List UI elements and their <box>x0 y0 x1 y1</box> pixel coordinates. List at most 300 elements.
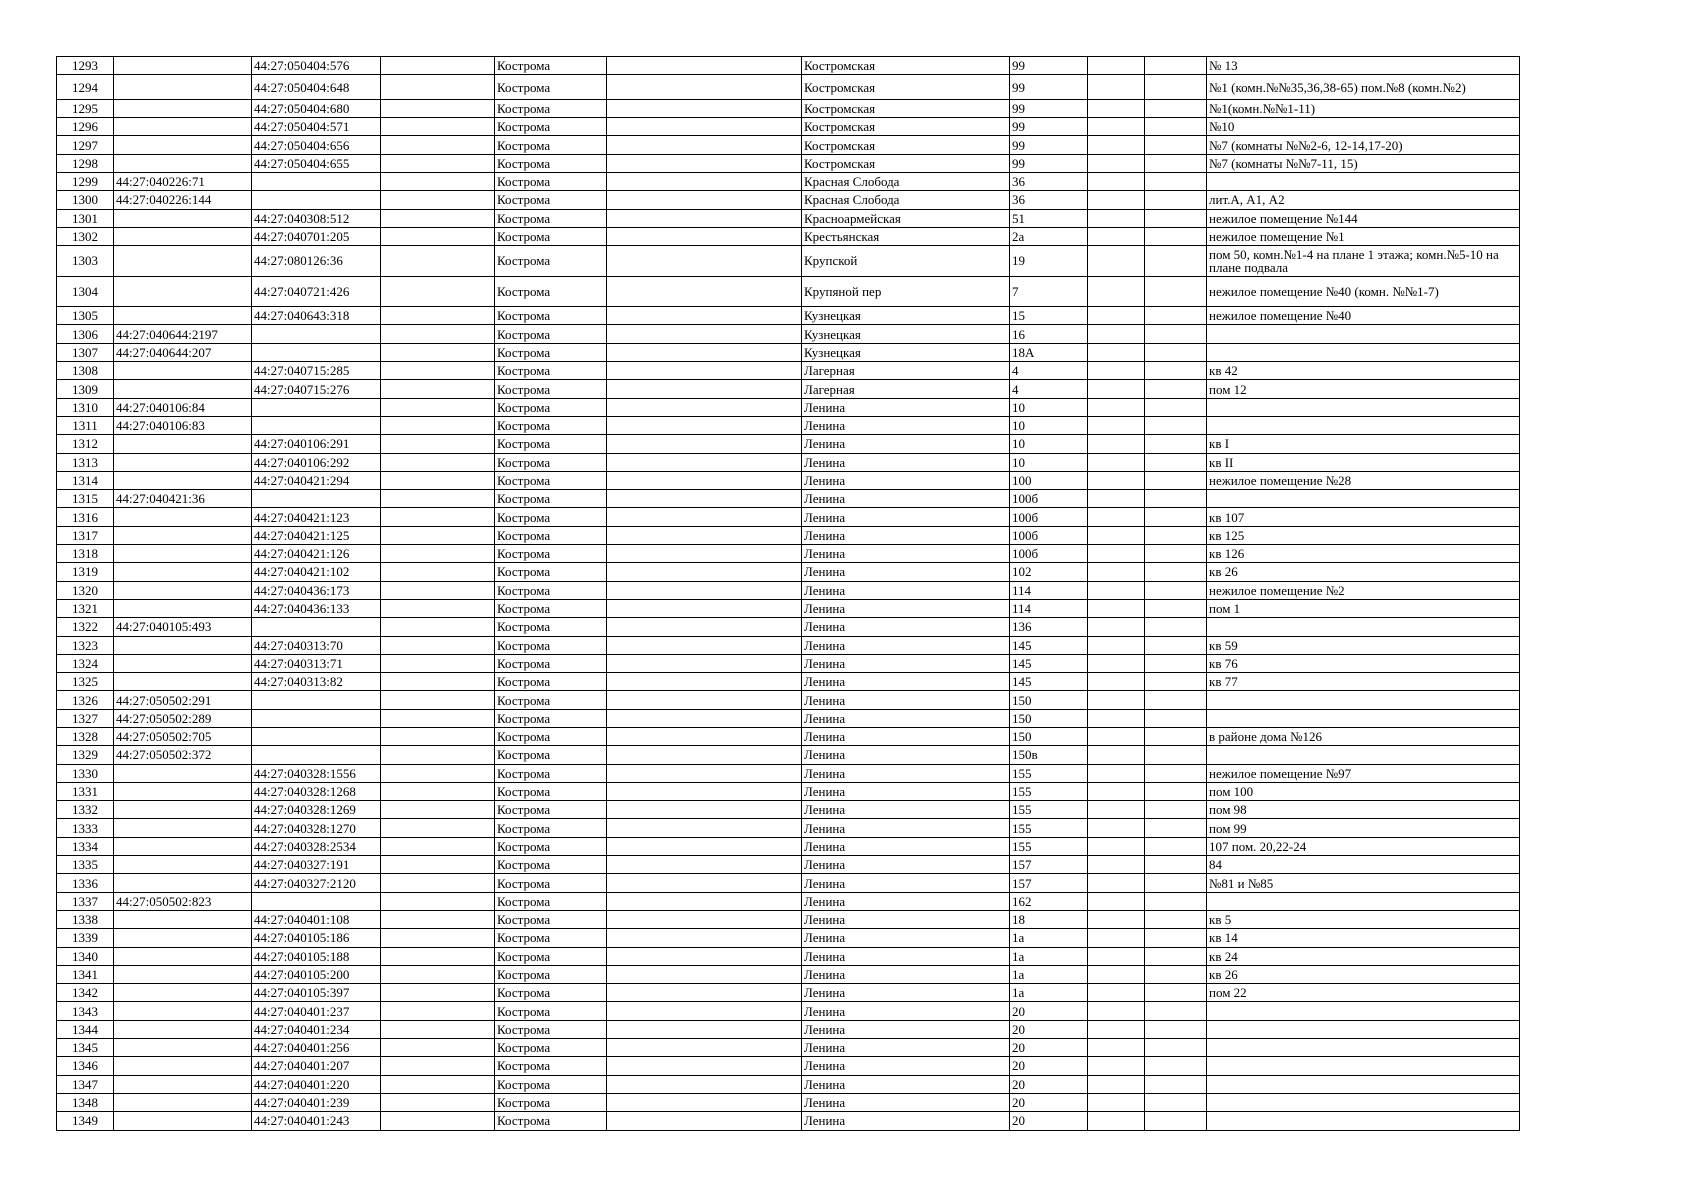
parcel-cadastral-number-cell <box>114 246 252 277</box>
city-cell: Кострома <box>495 746 607 764</box>
parcel-cadastral-number-cell <box>114 984 252 1002</box>
street-cell: Костромская <box>802 118 1010 136</box>
parcel-cadastral-number-cell: 44:27:050502:291 <box>114 691 252 709</box>
parcel-cadastral-number-cell: 44:27:040226:71 <box>114 172 252 190</box>
row-number-cell: 1314 <box>57 471 114 489</box>
empty-column-d-cell <box>1145 416 1207 434</box>
empty-column-b-cell <box>607 874 802 892</box>
table-row <box>57 526 1520 544</box>
city-cell: Кострома <box>495 362 607 380</box>
table-row <box>57 490 1520 508</box>
empty-column-c-cell <box>1088 362 1145 380</box>
premises-cadastral-number-cell: 44:27:040421:125 <box>252 526 381 544</box>
house-number-cell: 20 <box>1010 1112 1088 1130</box>
premises-cadastral-number-cell: 44:27:050404:655 <box>252 154 381 172</box>
row-number-cell: 1296 <box>57 118 114 136</box>
house-number-cell: 145 <box>1010 673 1088 691</box>
parcel-cadastral-number-cell <box>114 1112 252 1130</box>
premises-description-cell: №1(комн.№№1-11) <box>1207 99 1520 117</box>
house-number-cell: 19 <box>1010 246 1088 277</box>
premises-description-cell: кв 126 <box>1207 545 1520 563</box>
empty-column-d-cell <box>1145 362 1207 380</box>
table-row <box>57 673 1520 691</box>
row-number-cell: 1340 <box>57 947 114 965</box>
city-cell: Кострома <box>495 563 607 581</box>
empty-column-d-cell <box>1145 545 1207 563</box>
empty-column-c-cell <box>1088 563 1145 581</box>
premises-cadastral-number-cell <box>252 191 381 209</box>
empty-column-a-cell <box>381 892 495 910</box>
empty-column-a-cell <box>381 172 495 190</box>
empty-column-a-cell <box>381 801 495 819</box>
empty-column-d-cell <box>1145 1020 1207 1038</box>
street-cell: Ленина <box>802 1112 1010 1130</box>
parcel-cadastral-number-cell <box>114 1057 252 1075</box>
street-cell: Ленина <box>802 1075 1010 1093</box>
premises-cadastral-number-cell: 44:27:040328:1556 <box>252 764 381 782</box>
table-row <box>57 728 1520 746</box>
city-cell: Кострома <box>495 581 607 599</box>
city-cell: Кострома <box>495 782 607 800</box>
parcel-cadastral-number-cell <box>114 581 252 599</box>
premises-description-cell: 84 <box>1207 856 1520 874</box>
row-number-cell: 1306 <box>57 325 114 343</box>
street-cell: Ленина <box>802 947 1010 965</box>
row-number-cell: 1329 <box>57 746 114 764</box>
row-number-cell: 1334 <box>57 837 114 855</box>
empty-column-b-cell <box>607 618 802 636</box>
empty-column-a-cell <box>381 154 495 172</box>
table-row <box>57 1075 1520 1093</box>
empty-column-a-cell <box>381 526 495 544</box>
row-number-cell: 1297 <box>57 136 114 154</box>
row-number-cell: 1341 <box>57 965 114 983</box>
premises-description-cell: кв II <box>1207 453 1520 471</box>
row-number-cell: 1324 <box>57 654 114 672</box>
street-cell: Ленина <box>802 764 1010 782</box>
city-cell: Кострома <box>495 1075 607 1093</box>
empty-column-c-cell <box>1088 618 1145 636</box>
house-number-cell: 100б <box>1010 545 1088 563</box>
parcel-cadastral-number-cell <box>114 1002 252 1020</box>
premises-description-cell: кв 76 <box>1207 654 1520 672</box>
street-cell: Ленина <box>802 1002 1010 1020</box>
house-number-cell: 10 <box>1010 453 1088 471</box>
row-number-cell: 1309 <box>57 380 114 398</box>
empty-column-c-cell <box>1088 691 1145 709</box>
parcel-cadastral-number-cell <box>114 471 252 489</box>
table-row <box>57 1020 1520 1038</box>
empty-column-c-cell <box>1088 1020 1145 1038</box>
row-number-cell: 1300 <box>57 191 114 209</box>
house-number-cell: 20 <box>1010 1002 1088 1020</box>
empty-column-c-cell <box>1088 746 1145 764</box>
premises-description-cell <box>1207 1039 1520 1057</box>
table-row <box>57 172 1520 190</box>
premises-cadastral-number-cell: 44:27:040401:239 <box>252 1093 381 1111</box>
parcel-cadastral-number-cell <box>114 563 252 581</box>
empty-column-a-cell <box>381 618 495 636</box>
empty-column-c-cell <box>1088 728 1145 746</box>
empty-column-a-cell <box>381 416 495 434</box>
empty-column-c-cell <box>1088 154 1145 172</box>
empty-column-c-cell <box>1088 856 1145 874</box>
table-row <box>57 453 1520 471</box>
table-row <box>57 1112 1520 1130</box>
empty-column-d-cell <box>1145 325 1207 343</box>
premises-cadastral-number-cell: 44:27:080126:36 <box>252 246 381 277</box>
parcel-cadastral-number-cell <box>114 856 252 874</box>
premises-description-cell <box>1207 746 1520 764</box>
parcel-cadastral-number-cell: 44:27:040421:36 <box>114 490 252 508</box>
city-cell: Кострома <box>495 526 607 544</box>
premises-description-cell: нежилое помещение №28 <box>1207 471 1520 489</box>
empty-column-c-cell <box>1088 526 1145 544</box>
empty-column-c-cell <box>1088 782 1145 800</box>
empty-column-d-cell <box>1145 172 1207 190</box>
house-number-cell: 155 <box>1010 837 1088 855</box>
city-cell: Кострома <box>495 764 607 782</box>
premises-cadastral-number-cell: 44:27:040308:512 <box>252 209 381 227</box>
empty-column-d-cell <box>1145 154 1207 172</box>
empty-column-d-cell <box>1145 746 1207 764</box>
premises-cadastral-number-cell: 44:27:040401:237 <box>252 1002 381 1020</box>
empty-column-a-cell <box>381 599 495 617</box>
empty-column-c-cell <box>1088 172 1145 190</box>
house-number-cell: 99 <box>1010 154 1088 172</box>
street-cell: Ленина <box>802 471 1010 489</box>
premises-cadastral-number-cell: 44:27:040105:186 <box>252 929 381 947</box>
house-number-cell: 20 <box>1010 1093 1088 1111</box>
premises-cadastral-number-cell: 44:27:050404:648 <box>252 75 381 100</box>
city-cell: Кострома <box>495 874 607 892</box>
empty-column-a-cell <box>381 782 495 800</box>
empty-column-a-cell <box>381 636 495 654</box>
empty-column-a-cell <box>381 673 495 691</box>
premises-description-cell: кв 77 <box>1207 673 1520 691</box>
premises-cadastral-number-cell <box>252 709 381 727</box>
street-cell: Ленина <box>802 654 1010 672</box>
premises-cadastral-number-cell <box>252 691 381 709</box>
empty-column-c-cell <box>1088 246 1145 277</box>
empty-column-b-cell <box>607 172 802 190</box>
table-row <box>57 581 1520 599</box>
empty-column-a-cell <box>381 325 495 343</box>
empty-column-c-cell <box>1088 1002 1145 1020</box>
parcel-cadastral-number-cell: 44:27:040106:84 <box>114 398 252 416</box>
street-cell: Ленина <box>802 563 1010 581</box>
city-cell: Кострома <box>495 892 607 910</box>
street-cell: Ленина <box>802 545 1010 563</box>
city-cell: Кострома <box>495 508 607 526</box>
empty-column-a-cell <box>381 654 495 672</box>
street-cell: Ленина <box>802 746 1010 764</box>
row-number-cell: 1346 <box>57 1057 114 1075</box>
parcel-cadastral-number-cell <box>114 435 252 453</box>
house-number-cell: 145 <box>1010 654 1088 672</box>
empty-column-a-cell <box>381 75 495 100</box>
empty-column-a-cell <box>381 508 495 526</box>
row-number-cell: 1344 <box>57 1020 114 1038</box>
house-number-cell: 18 <box>1010 910 1088 928</box>
premises-description-cell: лит.А, А1, А2 <box>1207 191 1520 209</box>
row-number-cell: 1304 <box>57 276 114 307</box>
empty-column-b-cell <box>607 691 802 709</box>
premises-cadastral-number-cell: 44:27:040105:200 <box>252 965 381 983</box>
street-cell: Ленина <box>802 1093 1010 1111</box>
street-cell: Ленина <box>802 874 1010 892</box>
empty-column-c-cell <box>1088 435 1145 453</box>
street-cell: Ленина <box>802 416 1010 434</box>
premises-cadastral-number-cell: 44:27:050404:571 <box>252 118 381 136</box>
parcel-cadastral-number-cell: 44:27:050502:823 <box>114 892 252 910</box>
empty-column-c-cell <box>1088 398 1145 416</box>
empty-column-b-cell <box>607 307 802 325</box>
premises-description-cell <box>1207 325 1520 343</box>
premises-description-cell: кв 107 <box>1207 508 1520 526</box>
table-row <box>57 362 1520 380</box>
parcel-cadastral-number-cell <box>114 910 252 928</box>
city-cell: Кострома <box>495 118 607 136</box>
street-cell: Костромская <box>802 57 1010 75</box>
empty-column-b-cell <box>607 276 802 307</box>
empty-column-d-cell <box>1145 398 1207 416</box>
row-number-cell: 1328 <box>57 728 114 746</box>
table-row <box>57 276 1520 307</box>
premises-cadastral-number-cell: 44:27:040643:318 <box>252 307 381 325</box>
city-cell: Кострома <box>495 227 607 245</box>
empty-column-b-cell <box>607 57 802 75</box>
empty-column-a-cell <box>381 471 495 489</box>
premises-cadastral-number-cell: 44:27:040328:2534 <box>252 837 381 855</box>
empty-column-b-cell <box>607 453 802 471</box>
empty-column-d-cell <box>1145 276 1207 307</box>
street-cell: Ленина <box>802 709 1010 727</box>
premises-description-cell: нежилое помещение №40 <box>1207 307 1520 325</box>
table-row <box>57 99 1520 117</box>
city-cell: Кострома <box>495 209 607 227</box>
house-number-cell: 10 <box>1010 416 1088 434</box>
premises-description-cell: пом 100 <box>1207 782 1520 800</box>
premises-description-cell: пом 50, комн.№1-4 на плане 1 этажа; комн.№5-10 на плане подвала <box>1207 246 1520 277</box>
house-number-cell: 100 <box>1010 471 1088 489</box>
premises-cadastral-number-cell: 44:27:050404:680 <box>252 99 381 117</box>
house-number-cell: 99 <box>1010 75 1088 100</box>
parcel-cadastral-number-cell <box>114 545 252 563</box>
premises-cadastral-number-cell: 44:27:040327:191 <box>252 856 381 874</box>
empty-column-d-cell <box>1145 856 1207 874</box>
empty-column-d-cell <box>1145 57 1207 75</box>
table-row <box>57 471 1520 489</box>
house-number-cell: 99 <box>1010 57 1088 75</box>
empty-column-b-cell <box>607 362 802 380</box>
premises-description-cell <box>1207 1057 1520 1075</box>
house-number-cell: 100б <box>1010 526 1088 544</box>
parcel-cadastral-number-cell <box>114 819 252 837</box>
street-cell: Ленина <box>802 618 1010 636</box>
empty-column-a-cell <box>381 709 495 727</box>
premises-description-cell <box>1207 1075 1520 1093</box>
premises-description-cell <box>1207 1020 1520 1038</box>
premises-cadastral-number-cell <box>252 398 381 416</box>
table-row <box>57 618 1520 636</box>
city-cell: Кострома <box>495 837 607 855</box>
parcel-cadastral-number-cell <box>114 154 252 172</box>
premises-description-cell: №10 <box>1207 118 1520 136</box>
empty-column-b-cell <box>607 471 802 489</box>
empty-column-c-cell <box>1088 892 1145 910</box>
row-number-cell: 1322 <box>57 618 114 636</box>
premises-cadastral-number-cell: 44:27:040421:126 <box>252 545 381 563</box>
parcel-cadastral-number-cell <box>114 209 252 227</box>
premises-description-cell: кв 26 <box>1207 563 1520 581</box>
empty-column-c-cell <box>1088 136 1145 154</box>
empty-column-b-cell <box>607 136 802 154</box>
row-number-cell: 1315 <box>57 490 114 508</box>
table-row <box>57 709 1520 727</box>
city-cell: Кострома <box>495 75 607 100</box>
empty-column-a-cell <box>381 99 495 117</box>
empty-column-a-cell <box>381 874 495 892</box>
table-row <box>57 892 1520 910</box>
parcel-cadastral-number-cell <box>114 508 252 526</box>
house-number-cell: 136 <box>1010 618 1088 636</box>
empty-column-d-cell <box>1145 654 1207 672</box>
premises-cadastral-number-cell: 44:27:040313:70 <box>252 636 381 654</box>
street-cell: Кузнецкая <box>802 307 1010 325</box>
empty-column-d-cell <box>1145 910 1207 928</box>
empty-column-c-cell <box>1088 819 1145 837</box>
house-number-cell: 1а <box>1010 929 1088 947</box>
premises-cadastral-number-cell: 44:27:040421:102 <box>252 563 381 581</box>
parcel-cadastral-number-cell <box>114 99 252 117</box>
row-number-cell: 1317 <box>57 526 114 544</box>
city-cell: Кострома <box>495 618 607 636</box>
premises-cadastral-number-cell: 44:27:040313:71 <box>252 654 381 672</box>
parcel-cadastral-number-cell: 44:27:040644:207 <box>114 343 252 361</box>
row-number-cell: 1327 <box>57 709 114 727</box>
street-cell: Ленина <box>802 453 1010 471</box>
premises-cadastral-number-cell: 44:27:040436:173 <box>252 581 381 599</box>
house-number-cell: 150 <box>1010 728 1088 746</box>
premises-description-cell: кв I <box>1207 435 1520 453</box>
city-cell: Кострома <box>495 856 607 874</box>
table-row <box>57 965 1520 983</box>
row-number-cell: 1345 <box>57 1039 114 1057</box>
empty-column-b-cell <box>607 1020 802 1038</box>
city-cell: Кострома <box>495 380 607 398</box>
empty-column-a-cell <box>381 929 495 947</box>
city-cell: Кострома <box>495 154 607 172</box>
row-number-cell: 1305 <box>57 307 114 325</box>
premises-description-cell: в районе дома №126 <box>1207 728 1520 746</box>
street-cell: Ленина <box>802 910 1010 928</box>
premises-description-cell <box>1207 892 1520 910</box>
street-cell: Ленина <box>802 1057 1010 1075</box>
premises-cadastral-number-cell <box>252 172 381 190</box>
empty-column-b-cell <box>607 929 802 947</box>
empty-column-c-cell <box>1088 57 1145 75</box>
empty-column-d-cell <box>1145 136 1207 154</box>
house-number-cell: 15 <box>1010 307 1088 325</box>
empty-column-a-cell <box>381 398 495 416</box>
empty-column-a-cell <box>381 984 495 1002</box>
parcel-cadastral-number-cell <box>114 782 252 800</box>
empty-column-b-cell <box>607 227 802 245</box>
empty-column-b-cell <box>607 75 802 100</box>
premises-description-cell: №7 (комнаты №№2-6, 12-14,17-20) <box>1207 136 1520 154</box>
premises-description-cell <box>1207 416 1520 434</box>
premises-description-cell <box>1207 398 1520 416</box>
street-cell: Ленина <box>802 819 1010 837</box>
premises-description-cell: 107 пом. 20,22-24 <box>1207 837 1520 855</box>
empty-column-a-cell <box>381 307 495 325</box>
empty-column-b-cell <box>607 782 802 800</box>
empty-column-a-cell <box>381 191 495 209</box>
empty-column-d-cell <box>1145 764 1207 782</box>
parcel-cadastral-number-cell <box>114 673 252 691</box>
row-number-cell: 1310 <box>57 398 114 416</box>
empty-column-d-cell <box>1145 1002 1207 1020</box>
empty-column-d-cell <box>1145 581 1207 599</box>
street-cell: Костромская <box>802 154 1010 172</box>
city-cell: Кострома <box>495 435 607 453</box>
empty-column-d-cell <box>1145 673 1207 691</box>
street-cell: Лагерная <box>802 380 1010 398</box>
empty-column-c-cell <box>1088 874 1145 892</box>
empty-column-b-cell <box>607 746 802 764</box>
empty-column-a-cell <box>381 1075 495 1093</box>
premises-description-cell: пом 1 <box>1207 599 1520 617</box>
parcel-cadastral-number-cell <box>114 453 252 471</box>
empty-column-b-cell <box>607 380 802 398</box>
empty-column-b-cell <box>607 325 802 343</box>
table-row <box>57 343 1520 361</box>
premises-description-cell <box>1207 618 1520 636</box>
empty-column-d-cell <box>1145 837 1207 855</box>
city-cell: Кострома <box>495 1039 607 1057</box>
street-cell: Крестьянская <box>802 227 1010 245</box>
city-cell: Кострома <box>495 453 607 471</box>
house-number-cell: 162 <box>1010 892 1088 910</box>
empty-column-a-cell <box>381 246 495 277</box>
house-number-cell: 20 <box>1010 1020 1088 1038</box>
premises-description-cell: № 13 <box>1207 57 1520 75</box>
premises-description-cell: кв 42 <box>1207 362 1520 380</box>
parcel-cadastral-number-cell <box>114 57 252 75</box>
empty-column-c-cell <box>1088 581 1145 599</box>
parcel-cadastral-number-cell <box>114 599 252 617</box>
empty-column-b-cell <box>607 581 802 599</box>
empty-column-a-cell <box>381 362 495 380</box>
parcel-cadastral-number-cell <box>114 75 252 100</box>
street-cell: Ленина <box>802 435 1010 453</box>
premises-description-cell: кв 14 <box>1207 929 1520 947</box>
empty-column-a-cell <box>381 947 495 965</box>
premises-cadastral-number-cell: 44:27:040401:243 <box>252 1112 381 1130</box>
empty-column-c-cell <box>1088 1039 1145 1057</box>
row-number-cell: 1319 <box>57 563 114 581</box>
house-number-cell: 155 <box>1010 764 1088 782</box>
city-cell: Кострома <box>495 1112 607 1130</box>
empty-column-a-cell <box>381 1020 495 1038</box>
premises-cadastral-number-cell: 44:27:040106:292 <box>252 453 381 471</box>
empty-column-c-cell <box>1088 1075 1145 1093</box>
row-number-cell: 1313 <box>57 453 114 471</box>
premises-description-cell: №7 (комнаты №№7-11, 15) <box>1207 154 1520 172</box>
house-number-cell: 150 <box>1010 691 1088 709</box>
house-number-cell: 1а <box>1010 965 1088 983</box>
